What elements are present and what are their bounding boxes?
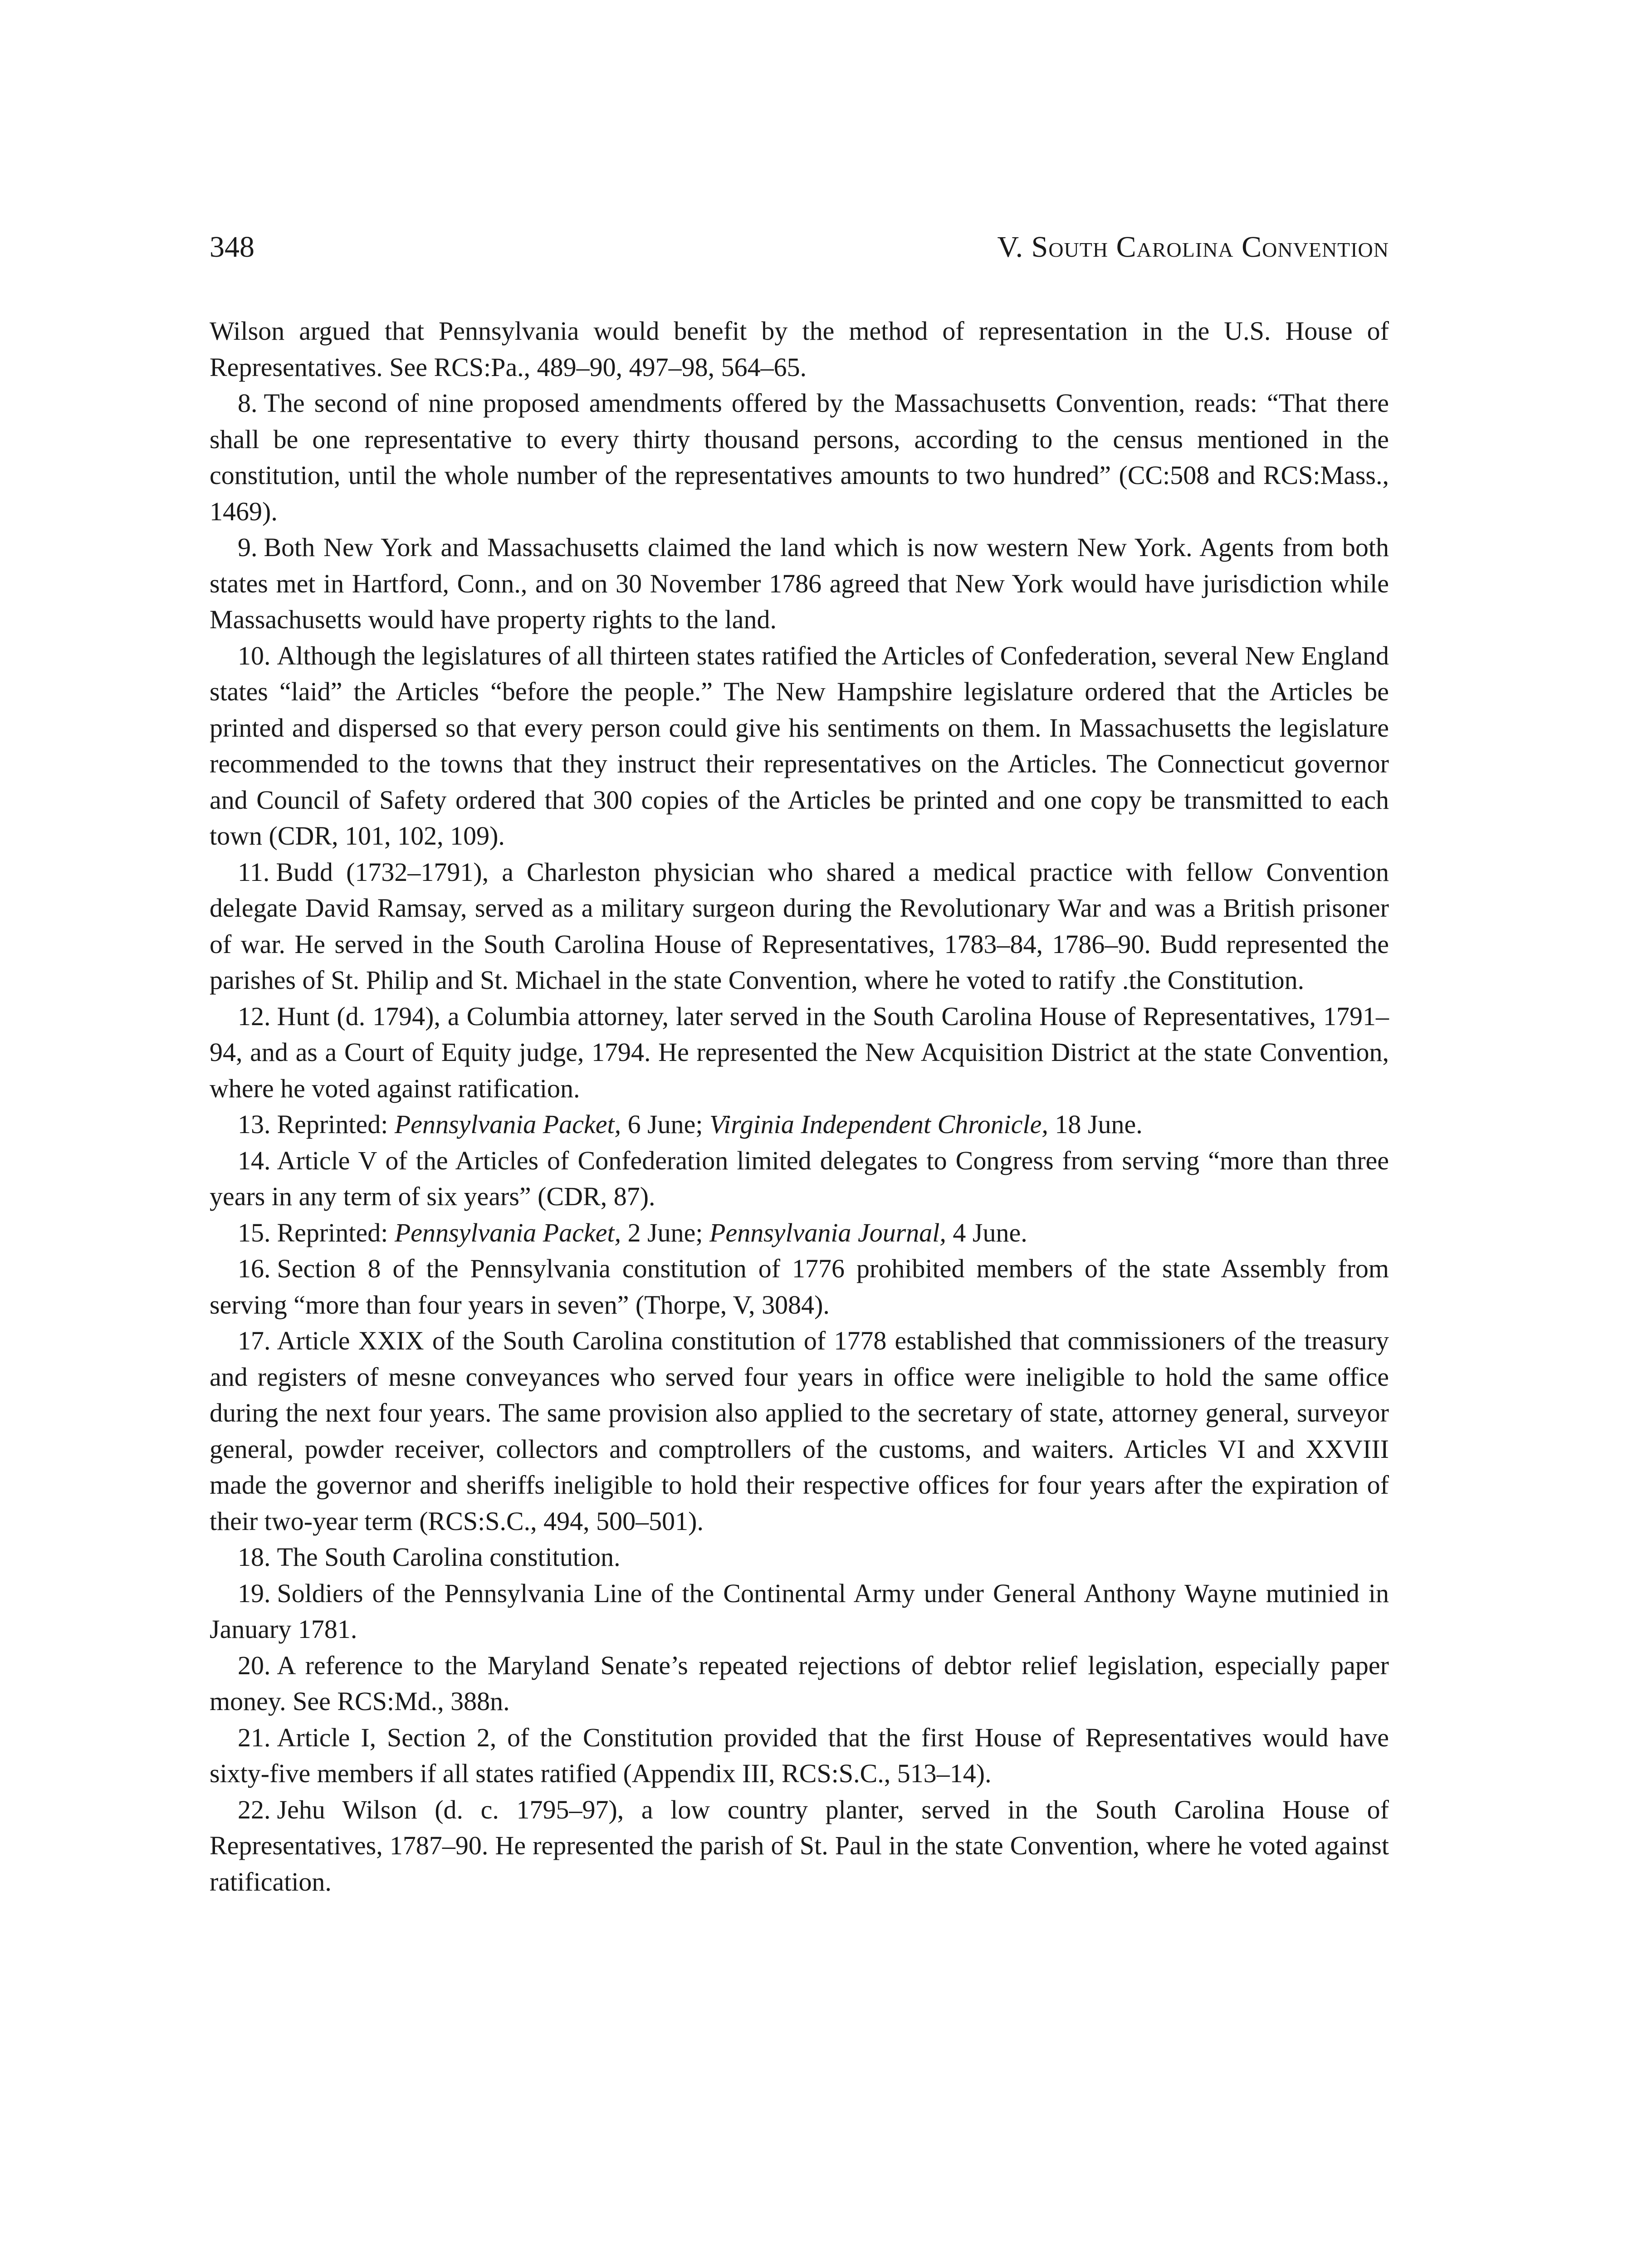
endnote-text: Wilson argued that Pennsylvania would benefit by the method of representation in the U.S. House of Representatives. See RCS:Pa., 489–90, 497–98, 564–65. — [210, 316, 1389, 382]
endnote-text: 4 June. — [946, 1217, 1027, 1247]
endnote — [210, 1792, 1389, 1900]
running-head — [210, 227, 1389, 268]
endnote-number: 15. — [238, 1217, 271, 1247]
endnote-number: 14. — [238, 1145, 271, 1175]
endnote-text: Reprinted: — [277, 1110, 395, 1139]
endnote-text: Section 8 of the Pennsylvania constitution of 1776 prohibited members of the state Assembly from serving “more than four years in seven” (Thorpe, V, 3084). — [210, 1254, 1389, 1320]
endnote — [210, 385, 1389, 529]
endnote — [210, 1720, 1389, 1792]
endnote-text: Budd (1732–1791), a Charleston physician who shared a medical practice with fellow Convention delegate David Ramsay, served as a military surgeon during the Revolutionary War and was a British prisoner of war. He served in the South Carolina House of Representatives, 1783–84, 1786–90. Budd represented the parishes of St. Philip and St. Michael in the state Convention, where he voted to ratify .the Constitution. — [210, 857, 1389, 995]
endnote-number: 12. — [238, 1001, 271, 1031]
endnote — [210, 529, 1389, 638]
endnote-number: 16. — [238, 1254, 271, 1283]
endnote — [210, 1251, 1389, 1323]
endnote-italic-text: Pennsylvania Packet, — [394, 1110, 621, 1139]
endnotes-list — [210, 313, 1389, 1900]
endnote-text: A reference to the Maryland Senate’s repeated rejections of debtor relief legislation, especially paper money. See RCS:Md., 388n. — [210, 1650, 1389, 1716]
endnote-text: 6 June; — [621, 1110, 710, 1139]
endnote-number: 10. — [238, 640, 271, 670]
endnote-number: 18. — [238, 1542, 271, 1572]
endnote — [210, 1215, 1389, 1251]
endnote — [210, 1575, 1389, 1647]
endnote-italic-text: Virginia Independent Chronicle, — [709, 1110, 1048, 1139]
endnote — [210, 1647, 1389, 1720]
endnote-number: 11. — [238, 857, 270, 887]
endnote-number: 9. — [238, 533, 258, 562]
endnote-number: 20. — [238, 1650, 271, 1680]
endnote-text: Article V of the Articles of Confederation limited delegates to Congress from serving “more than three years in any term of six years” (CDR, 87). — [210, 1145, 1389, 1211]
endnote-number: 19. — [238, 1578, 271, 1608]
endnote — [210, 1143, 1389, 1215]
endnote — [210, 1323, 1389, 1539]
endnote — [210, 854, 1389, 998]
endnote — [210, 638, 1389, 854]
endnote — [210, 313, 1389, 385]
endnote-text: Both New York and Massachusetts claimed the land which is now western New York. Agents from both states met in Hartford, Conn., and on 30 November 1786 agreed that New York would have jurisdiction while Massachusetts would have property rights to the land. — [210, 533, 1389, 634]
endnote — [210, 998, 1389, 1107]
endnote-italic-text: Pennsylvania Packet, — [394, 1217, 621, 1247]
endnote-text: Soldiers of the Pennsylvania Line of the Continental Army under General Anthony Wayne mutinied in January 1781. — [210, 1578, 1389, 1644]
endnote-number: 8. — [238, 388, 258, 418]
section-title: V. South Carolina Convention — [997, 230, 1389, 264]
endnote-text: Article XXIX of the South Carolina constitution of 1778 established that commissioners of the treasury and registers of mesne conveyances who served four years in office were ineligible to hold the same office during the next four years. The same provision also applied to the secretary of state, attorney general, surveyor general, powder receiver, collectors and comptrollers of the customs, and waiters. Articles VI and XXVIII made the governor and sheriffs ineligible to hold their respective offices for four years after the expiration of their two-year term (RCS:S.C., 494, 500–501). — [210, 1326, 1389, 1536]
endnote-text: 18 June. — [1048, 1110, 1143, 1139]
endnote-text: The second of nine proposed amendments offered by the Massachusetts Convention, reads: “That there shall be one representative to every thirty thousand persons, according to the census mentioned in the constitution, until the whole number of the representatives amounts to two hundred” (CC:508 and RCS:Mass., 1469). — [210, 388, 1389, 526]
endnote-text: Although the legislatures of all thirteen states ratified the Articles of Confederation, several New England states “laid” the Articles “before the people.” The New Hampshire legislature ordered that the Articles be printed and dispersed so that every person could give his sentiments on them. In Massachusetts the legislature recommended to the towns that they instruct their representatives on the Articles. The Connecticut governor and Council of Safety ordered that 300 copies of the Articles be printed and one copy be transmitted to each town (CDR, 101, 102, 109). — [210, 640, 1389, 850]
endnote-italic-text: Pennsylvania Journal, — [709, 1217, 946, 1247]
endnote-number: 21. — [238, 1722, 271, 1752]
endnote-text: Hunt (d. 1794), a Columbia attorney, later served in the South Carolina House of Representatives, 1791–94, and as a Court of Equity judge, 1794. He represented the New Acquisition District at the state Convention, where he voted against ratification. — [210, 1001, 1389, 1103]
endnote — [210, 1106, 1389, 1143]
endnote-number: 22. — [238, 1794, 271, 1824]
endnote — [210, 1539, 1389, 1575]
page-number: 348 — [210, 230, 254, 264]
endnote-text: The South Carolina constitution. — [277, 1542, 621, 1572]
endnote-text: 2 June; — [621, 1217, 710, 1247]
endnote-text: Reprinted: — [277, 1217, 395, 1247]
endnote-text: Article I, Section 2, of the Constitution provided that the first House of Representatives would have sixty-five members if all states ratified (Appendix III, RCS:S.C., 513–14). — [210, 1722, 1389, 1788]
endnote-number: 17. — [238, 1326, 271, 1355]
endnote-text: Jehu Wilson (d. c. 1795–97), a low country planter, served in the South Carolina House of Representatives, 1787–90. He represented the parish of St. Paul in the state Convention, where he voted against ratification. — [210, 1794, 1389, 1897]
endnote-number: 13. — [238, 1110, 271, 1139]
